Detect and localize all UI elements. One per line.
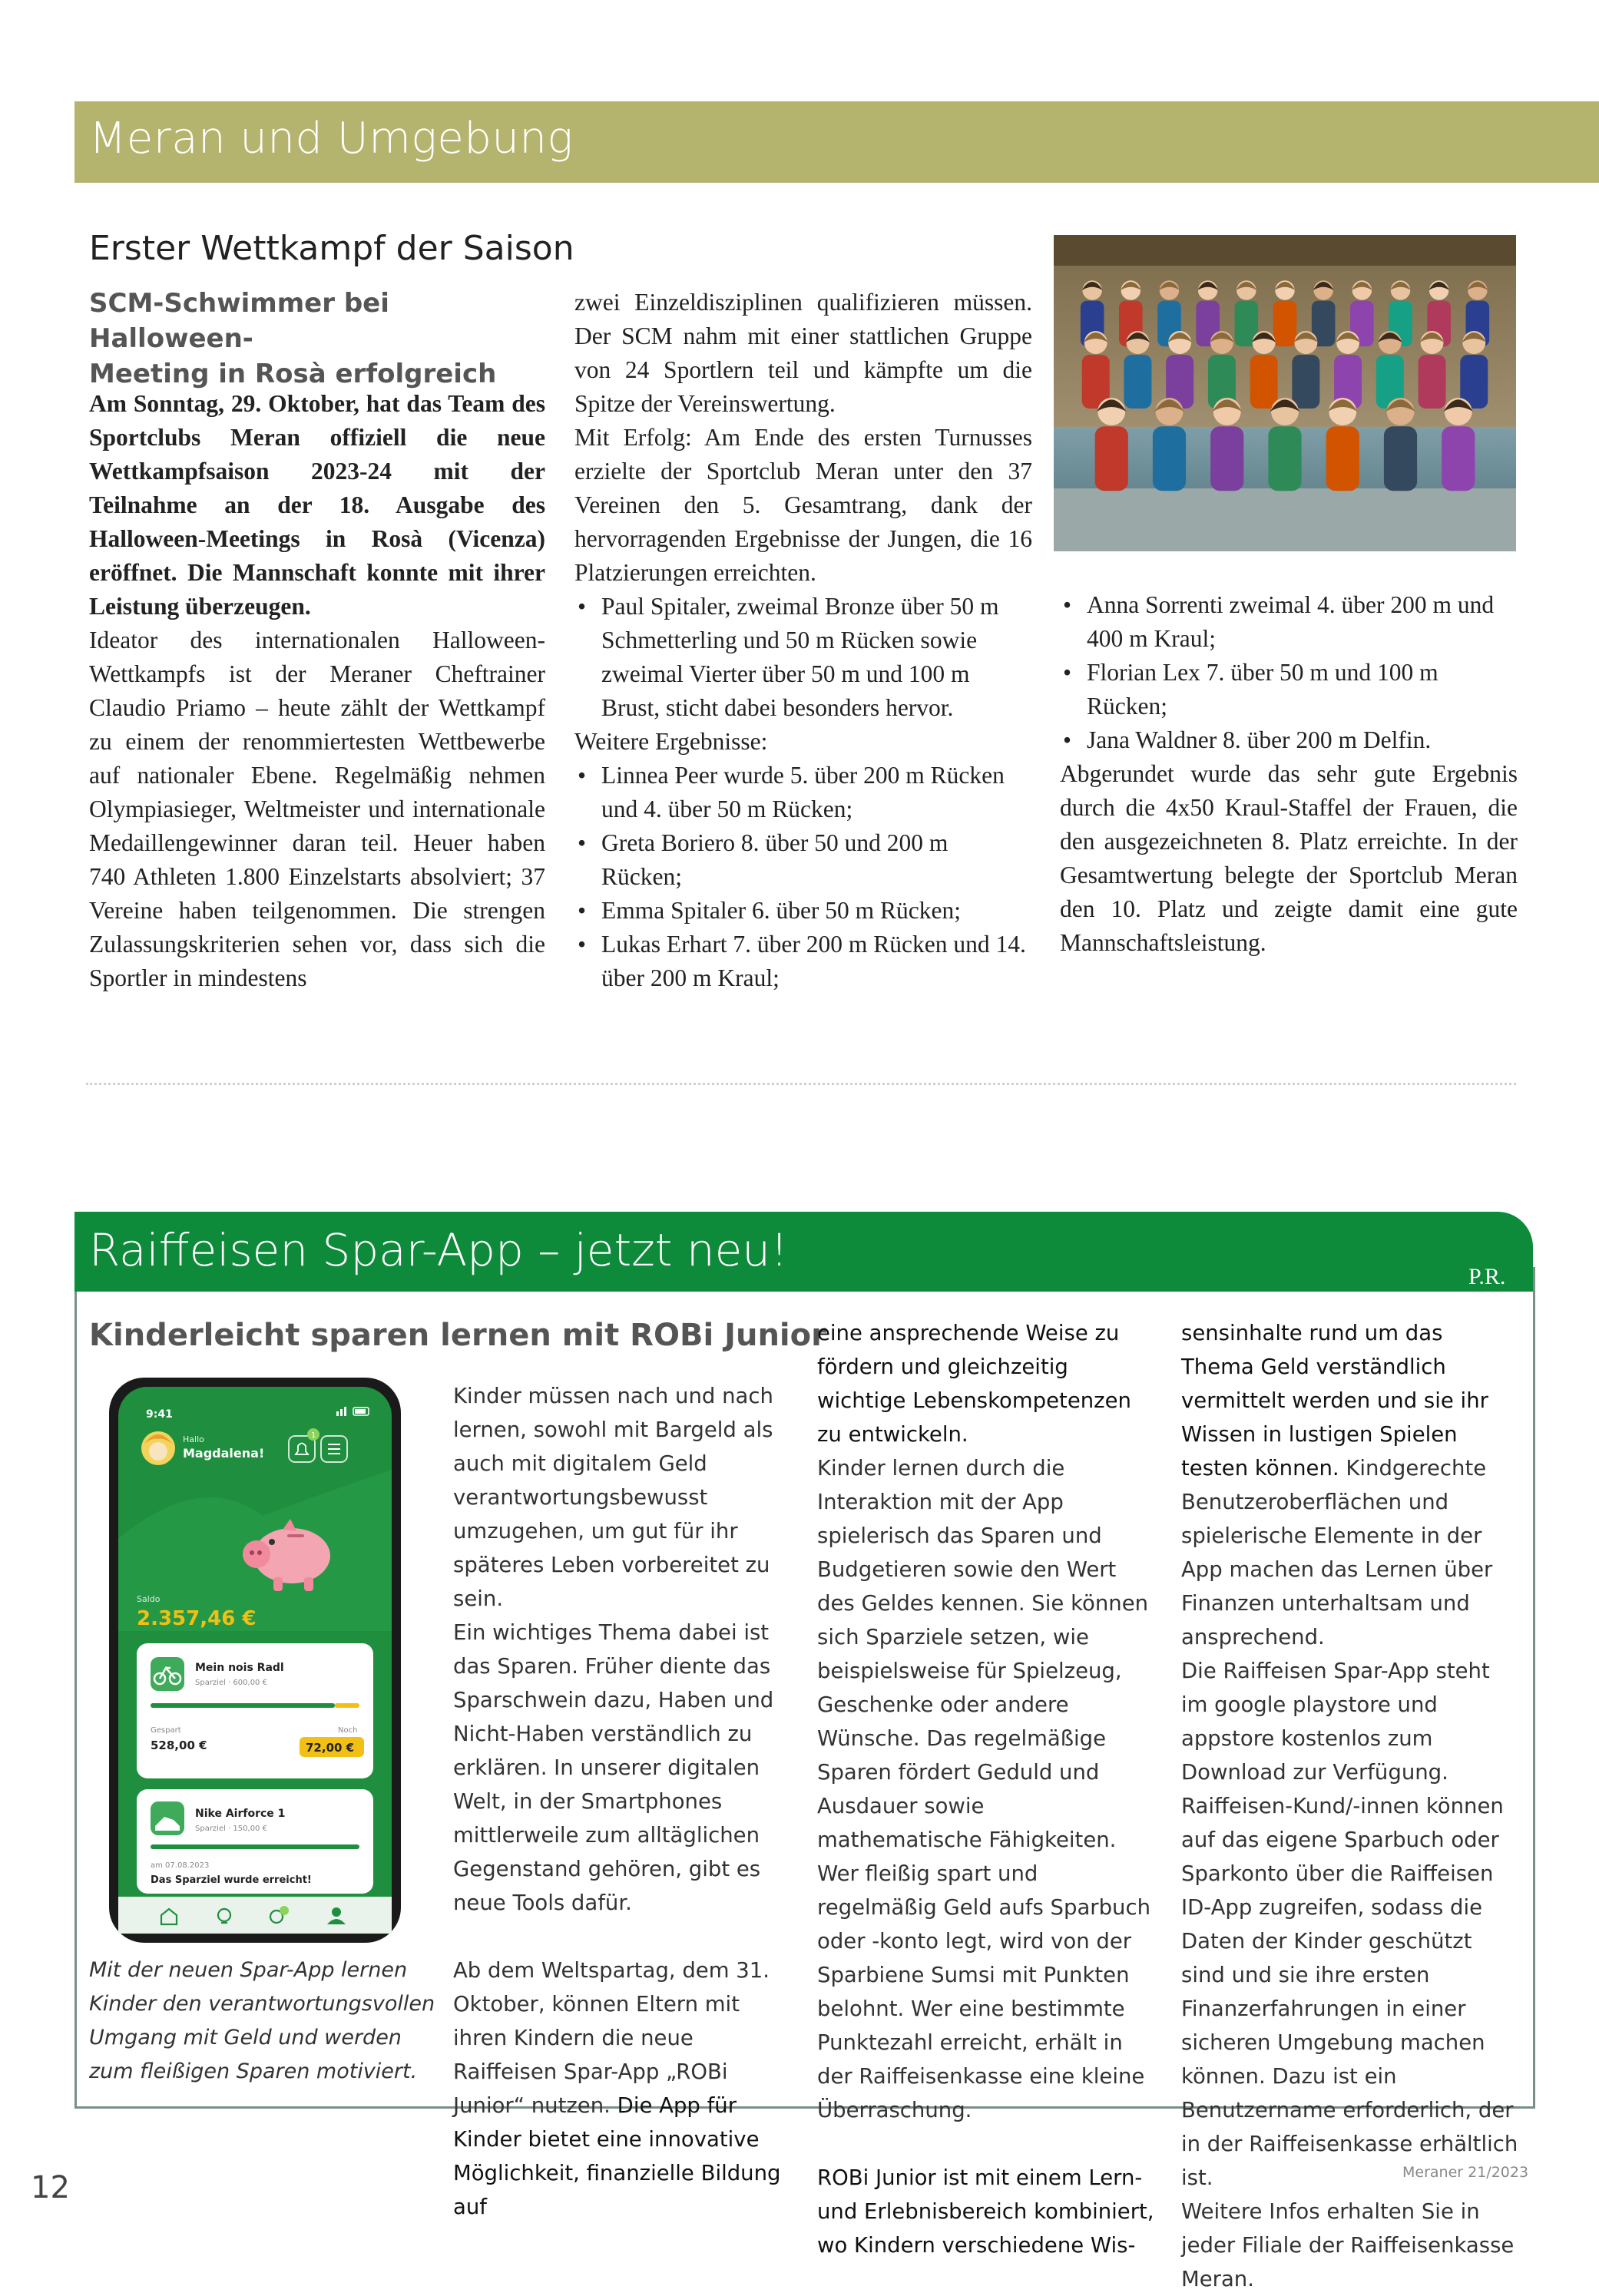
goal-progress-bar bbox=[151, 1844, 359, 1849]
swimmer-body bbox=[1210, 426, 1243, 491]
swimmer-body bbox=[1153, 426, 1186, 491]
savings-goal-card[interactable] bbox=[137, 1643, 373, 1778]
balance-value: 2.357,46 € bbox=[137, 1607, 257, 1630]
ad-paragraph-highlight: Die App für Kinder bietet eine innovative Möglichkeit, finanzielle Bildung auf bbox=[453, 2093, 781, 2219]
article-paragraph: Ideator des internationalen Halloween-Wettkampfs ist der Meraner Cheftrainer Claudio Priamo – heute zählt der Wettkampf zu einem der renommiertesten Wettbewerbe auf nationaler Ebene. Regelmäßig nehmen Olympiasieger, Weltmeister und internationale Medaillengewinner daran teil. Heuer haben 740 Athleten 1.800 Einzelstarts absolviert; 37 Vereine haben teilgenommen. Die strengen Zulassungskriterien sehen vor, dass sich die Sportler in mindestens bbox=[89, 627, 545, 991]
ad-subtitle: Kinderleicht sparen lernen mit ROBi Junior bbox=[89, 1318, 826, 1353]
article-column-1 bbox=[89, 387, 545, 995]
swimmer-body bbox=[1384, 426, 1417, 491]
savings-goal-card[interactable] bbox=[137, 1789, 373, 1894]
list-item: • Jana Waldner 8. über 200 m Delfin. bbox=[1060, 723, 1518, 757]
list-item: • Greta Boriero 8. über 50 und 200 m Rücken; bbox=[574, 826, 1032, 894]
remaining-label: Noch bbox=[338, 1726, 358, 1735]
ad-paragraph bbox=[1181, 1316, 1519, 1654]
goal-target: Sparziel · 150,00 € bbox=[195, 1825, 267, 1833]
goal-target: Sparziel · 600,00 € bbox=[195, 1679, 267, 1687]
issue-label: Meraner 21/2023 bbox=[1402, 2164, 1529, 2181]
swimmer-body bbox=[1419, 355, 1446, 409]
phone-screen bbox=[109, 1378, 401, 1943]
ad-paragraph: Ein wichtiges Thema dabei ist das Sparen. Früher diente das Sparschwein dazu, Haben und Nicht-Haben verständlich zu erklären. In unserer digitalen Welt, in der Smartphones mittlerweile zum alltäglichen Gegenstand gehören, gibt es neue Tools dafür. bbox=[453, 1620, 774, 1915]
swimmer-body bbox=[1268, 426, 1301, 491]
team-photo-image bbox=[1054, 235, 1516, 551]
article-subtitle-line-1: SCM-Schwimmer bei Halloween- bbox=[89, 288, 389, 354]
page-number: 12 bbox=[31, 2170, 70, 2205]
results-list bbox=[574, 590, 1032, 725]
ad-paragraph: Kinder lernen durch die Interaktion mit der App spielerisch das Sparen und Budgetieren sowie den Wert des Geldes kennen. Sie können sich Sparziele setzen, wie beispielsweise für Spielzeug, Geschenke oder andere Wünsche. Das regelmäßige Sparen fördert Geduld und Ausdauer sowie mathematische Fähigkeiten. Wer fleißig spart und regelmäßig Geld aufs Sparbuch oder -konto legt, wird von der Sparbiene Sumsi mit Punkten belohnt. Wer eine bestimmte Punktezahl erreicht, erhält in der Raiffeisenkasse eine kleine Überraschung. bbox=[817, 1456, 1151, 2122]
ad-paragraph: eine ansprechende Weise zu fördern und gleichzeitig wichtige Lebenskompetenzen zu entwickeln. bbox=[817, 1321, 1131, 1447]
article-paragraph: Abgerundet wurde das sehr gute Ergebnis durch die 4x50 Kraul-Staffel der Frauen, die den ausgezeichneten 8. Platz erreichte. In der Gesamtwertung belegte der Sportclub Meran den 10. Platz und zeigte damit eine gute Mannschaftsleistung. bbox=[1060, 760, 1518, 956]
saved-value: 528,00 € bbox=[151, 1739, 207, 1752]
results-list bbox=[574, 759, 1032, 995]
article-paragraph: zwei Einzeldisziplinen qualifizieren müssen. Der SCM nahm mit einer stattlichen Gruppe von 24 Sportlern teil und kämpfte um die Spitze der Vereinswertung. bbox=[574, 289, 1032, 417]
notification-count: 1 bbox=[311, 1431, 316, 1440]
article-subtitle-line-2: Meeting in Rosà erfolgreich bbox=[89, 359, 497, 389]
swimmer-body bbox=[1124, 355, 1151, 409]
article-column-3 bbox=[1060, 588, 1518, 960]
article-subtitle bbox=[89, 286, 550, 392]
greeting-name: Magdalena! bbox=[183, 1446, 265, 1461]
goal-progress-bar bbox=[151, 1703, 335, 1708]
ad-column-1 bbox=[453, 1379, 791, 2224]
swimmer-body bbox=[1442, 426, 1475, 491]
ad-paragraph: Weitere Infos erhalten Sie in jeder Filiale der Raiffeisenkasse Meran. bbox=[1181, 2199, 1515, 2291]
ad-paragraph-part: Kindgerechte Benutzeroberflächen und spielerische Elemente in der App machen das Lernen über Finanzen unterhaltsam und ansprechend. bbox=[1181, 1456, 1493, 1649]
ad-paragraph: Kinder müssen nach und nach lernen, sowohl mit Bargeld als auch mit digitalem Geld verantwortungsbewusst umzugehen, um gut für ihr späteres Leben vorbereitet zu sein. bbox=[453, 1384, 773, 1611]
swimmer-body bbox=[1250, 355, 1278, 409]
image-caption: Mit der neuen Spar-App lernen Kinder den verantwortungsvollen Umgang mit Geld und werden zum fleißigen Sparen motiviert. bbox=[89, 1958, 435, 2083]
list-item: • Anna Sorrenti zweimal 4. über 200 m und 400 m Kraul; bbox=[1060, 588, 1518, 656]
swimmer-body bbox=[1273, 301, 1297, 347]
list-item: • Emma Spitaler 6. über 50 m Rücken; bbox=[574, 894, 1032, 928]
ad-title: Raiffeisen Spar-App – jetzt neu! bbox=[89, 1224, 789, 1276]
goal-date: am 07.08.2023 bbox=[151, 1861, 210, 1870]
ad-paragraph-part: Ab dem Weltspartag, dem 31. Oktober, können Eltern mit ihren Kindern die neue Raiffeisen Spar-App „ROBi Junior“ nutzen. bbox=[453, 1958, 770, 2118]
swimmer-body bbox=[1326, 426, 1359, 491]
list-item: • Lukas Erhart 7. über 200 m Rücken und 14. über 200 m Kraul; bbox=[574, 928, 1032, 995]
list-item: • Florian Lex 7. über 50 m und 100 m Rücken; bbox=[1060, 656, 1518, 723]
goal-title: Nike Airforce 1 bbox=[195, 1808, 286, 1820]
article-column-2 bbox=[574, 286, 1032, 995]
article-title: Erster Wettkampf der Saison bbox=[89, 229, 574, 268]
dotted-separator bbox=[86, 1083, 1516, 1085]
team-photo bbox=[1054, 235, 1516, 551]
article-lead: Am Sonntag, 29. Oktober, hat das Team des Sportclubs Meran offiziell die neue Wettkampfsaison 2023-24 mit der Teilnahme an der 18. Ausgabe des Halloween-Meetings in Rosà (Vicenza) eröffnet. Die Mannschaft konnte mit ihrer Leistung überzeugen. bbox=[89, 390, 545, 620]
more-results-label: Weitere Ergebnisse: bbox=[574, 728, 768, 755]
article-paragraph: Mit Erfolg: Am Ende des ersten Turnusses erzielte der Sportclub Meran unter den 37 Vereinen den 5. Gesamtrang, dank der hervorragenden Ergebnisse der Jungen, die 16 Platzierungen erreichten. bbox=[574, 424, 1032, 586]
results-list bbox=[1060, 588, 1518, 757]
ad-paragraph-highlight: sensinhalte rund um das Thema Geld verständlich vermittelt werden und sie ihr Wissen in lustigen Spielen testen können. bbox=[1181, 1321, 1488, 1480]
ad-paragraph: Die Raiffeisen Spar-App steht im google playstore und appstore kostenlos zum Download zur Verfügung. Raiffeisen-Kund/-innen können auf das eigene Sparbuch oder Sparkonto über die Raiffeisen ID-App zugreifen, sodass die Daten der Kinder geschützt sind und sie ihre ersten Finanzerfahrungen in einer sicheren Umgebung machen können. Dazu ist ein Benutzername erforderlich, der in der Raiffeisenkasse erhältlich ist. bbox=[1181, 1659, 1518, 2190]
balance-label: Saldo bbox=[137, 1594, 161, 1604]
goal-title: Mein nois Radl bbox=[195, 1662, 284, 1674]
pr-label: P.R. bbox=[1468, 1264, 1506, 1289]
swimmer-body bbox=[1095, 426, 1128, 491]
list-item: • Linnea Peer wurde 5. über 200 m Rücken und 4. über 50 m Rücken; bbox=[574, 759, 1032, 826]
ad-paragraph bbox=[453, 1954, 791, 2224]
swimmer-body bbox=[1292, 355, 1319, 409]
ad-paragraph: ROBi Junior ist mit einem Lern- und Erlebnisbereich kombiniert, wo Kindern verschiedene Wis- bbox=[817, 2165, 1154, 2258]
ad-column-3 bbox=[1181, 1316, 1519, 2296]
section-title: Meran und Umgebung bbox=[89, 114, 574, 164]
phone-mockup bbox=[109, 1378, 401, 1943]
ad-column-2 bbox=[817, 1316, 1155, 2262]
saved-label: Gespart bbox=[151, 1726, 181, 1735]
remaining-value: 72,00 € bbox=[306, 1741, 355, 1755]
greeting-hello: Hallo bbox=[183, 1434, 204, 1444]
avatar bbox=[141, 1431, 175, 1465]
list-item: • Paul Spitaler, zweimal Bronze über 50 m Schmetterling und 50 m Rücken sowie zweimal Vierter über 50 m und 100 m Brust, sticht dabei besonders hervor. bbox=[574, 590, 1032, 725]
status-time: 9:41 bbox=[146, 1408, 173, 1421]
goal-reached-text: Das Sparziel wurde erreicht! bbox=[151, 1874, 312, 1886]
